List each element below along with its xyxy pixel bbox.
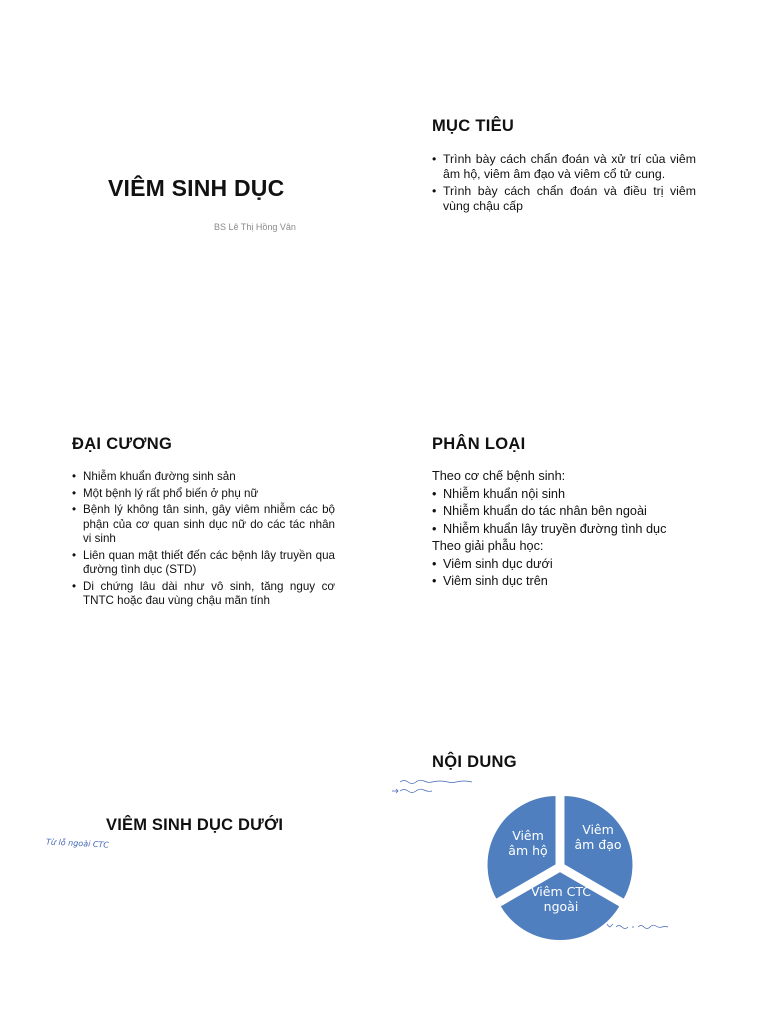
handwritten-scribble	[390, 776, 482, 800]
contents-pie-diagram	[480, 780, 650, 960]
segment-label: Viêm	[582, 822, 614, 837]
group-label: Theo giải phẫu học:	[432, 539, 544, 553]
segment-label: Viêm	[512, 828, 544, 843]
objectives-heading: MỤC TIÊU	[432, 117, 515, 135]
list-item: • Trình bày cách chẩn đoán và xử trí của viêm âm hộ, viêm âm đạo và viêm cổ tử cung.	[432, 152, 696, 182]
list-item: • Trình bày cách chẩn đoán và điều trị viêm vùng chậu cấp	[432, 184, 696, 214]
section-title: VIÊM SINH DỤC DƯỚI	[106, 816, 284, 834]
segment-label: ngoài	[543, 899, 579, 914]
group-label: Theo cơ chế bệnh sinh:	[432, 469, 566, 483]
handwritten-note: Từ lỗ ngoài CTC	[45, 837, 110, 850]
list-item: • Viêm sinh dục trên	[432, 573, 712, 591]
list-item: • Nhiễm khuẩn lây truyền đường tình dục	[432, 521, 712, 539]
contents-heading: NỘI DUNG	[432, 753, 517, 771]
list-item: • Nhiễm khuẩn nội sinh	[432, 486, 712, 504]
objectives-list	[432, 152, 696, 216]
list-item: • Liên quan mật thiết đến các bệnh lây truyền qua đường tình dục (STD)	[72, 549, 335, 578]
overview-list	[72, 470, 335, 611]
mechanism-list	[432, 486, 712, 539]
list-item: • Nhiễm khuẩn do tác nhân bên ngoài	[432, 503, 712, 521]
segment-label: âm hộ	[508, 843, 548, 858]
list-item: • Di chứng lâu dài như vô sinh, tăng nguy cơ TNTC hoặc đau vùng chậu mãn tính	[72, 580, 335, 609]
classification-heading: PHÂN LOẠI	[432, 435, 526, 453]
list-item: • Viêm sinh dục dưới	[432, 556, 712, 574]
slide-title: VIÊM SINH DỤC	[108, 175, 285, 201]
list-item: • Một bệnh lý rất phổ biến ở phụ nữ	[72, 487, 335, 502]
overview-heading: ĐẠI CƯƠNG	[72, 435, 173, 453]
list-item: • Bệnh lý không tân sinh, gây viêm nhiễm các bộ phận của cơ quan sinh dục nữ do các tác nhân vi sinh	[72, 503, 335, 547]
anatomy-list	[432, 556, 712, 591]
list-item: • Nhiễm khuẩn đường sinh sản	[72, 470, 335, 485]
slide-author: BS Lê Thị Hồng Vân	[214, 222, 296, 232]
segment-label: Viêm CTC	[531, 884, 591, 899]
segment-label: âm đạo	[574, 837, 622, 852]
classification-content	[432, 468, 712, 591]
